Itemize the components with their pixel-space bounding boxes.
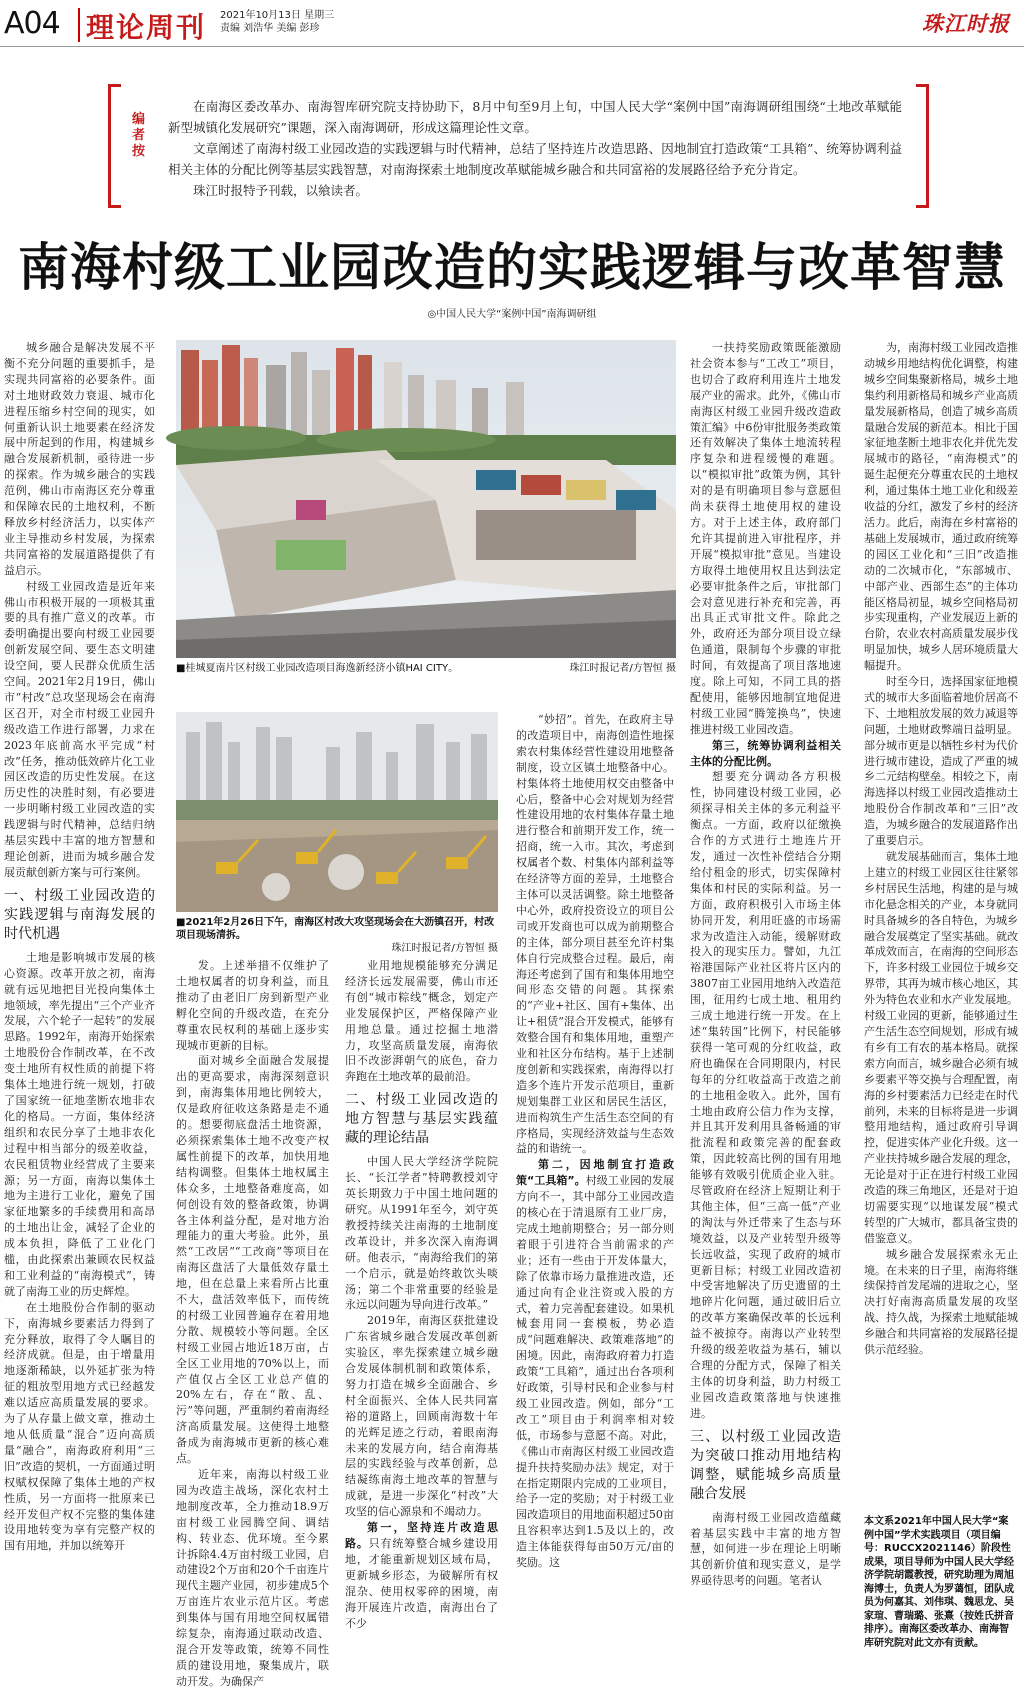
project-note: 本文系2021年中国人民大学“案例中国”学术实践项目（项目编号：RUCCX2021146）阶段性成果，项目导师为中国人民大学经济学院胡霞教授，研究助理为周旭海博士，负责人为罗蔼恒，团队成员为何嘉其、刘伟琪、魏思龙、吴家瑄、曹瑞璐、张熹（按姓氏拼音排序）。南海区委改革办、南海智库研究院对此文亦有贡献。: [864, 1516, 1014, 1649]
photo-caption-1: [176, 662, 676, 675]
masthead-separator: [78, 8, 80, 42]
editor-note-bracket-right: [916, 84, 929, 208]
article-column-1: [4, 340, 155, 1678]
masthead-rule: [0, 46, 1024, 47]
body-paragraph: 2019年，南海区获批建设广东省城乡融合发展改革创新实验区，率先探索建立城乡融合发展体制机制和政策体系，努力打造在城乡全面融合、乡村全面振兴、全体人民共同富裕的道路上，回顾南海数十年的光辉足迹之行动，着眼南海未来的发展方向，结合南海基层的实践经验与改革创新，总结凝练南海土地改革的智慧与成就，是进一步深化“村改”大攻坚的信心源泉和不竭动力。: [345, 1314, 498, 1519]
issue-date: 2021年10月13日 星期三: [220, 10, 335, 21]
photo-caption-2: [176, 916, 498, 955]
paper-logo: 珠江时报: [922, 11, 1010, 36]
photo-industrial-park: [176, 340, 676, 658]
body-paragraph: [690, 738, 841, 770]
editor-note-label: 编者按: [132, 112, 146, 159]
subheading-2: 第二，因地制宜打造政策“工具箱”。: [516, 1158, 674, 1188]
photo-caption-text: ■桂城夏南片区村级工业园改造项目海逸新经济小镇HAI CITY。: [176, 663, 459, 674]
photo-credit: 珠江时报记者/方智恒 摄: [391, 943, 498, 954]
article-headline: 南海村级工业园改造的实践逻辑与改革智慧: [17, 239, 1006, 298]
article-column-2: [176, 958, 329, 1688]
article-column-4: [516, 712, 674, 1678]
body-paragraph: 近年来，南海以村级工业园为改造主战场，深化农村土地制度改革，全力推动18.9万亩村级工业园腾空间、调结构、转业态、优环境。至今累计拆除4.4万亩村级工业园，启动建设2个万亩和20个千亩连片现代主题产业园，初步建成5个万亩连片农业示范片区。考虑到集体与国有用地空间权属错综复杂，南海通过联动改造、混合开发等政策，统筹不同性质的建设用地，聚集成片，联动开发。为确保产: [176, 1468, 329, 1688]
body-text: 村级工业园的发展方向不一，其中部分工业园改造的核心在于清退原有工业厂房，完成土地前期整合；另一部分则着眼于引进符合当前需求的产业；还有一些由于开发体量大，除了依靠市场力量推进改造，还通过向有企业注资或入股的方式，着力完善配套建设。如果机械套用同一套模板，势必造成“问题难解决、政策难落地”的困境。因此，南海政府着力打造政策“工具箱”，通过出台各项利好政策，引导村民和企业参与村级工业园改造。例如，部分“工改工”项目由于利润率相对较低，市场参与意愿不高。对此，《佛山市南海区村级工业园改造提升扶持奖励办法》规定，对于在指定期限内完成的工业项目，给予一定的奖励；对于村级工业园改造项目的用地面积超过50亩且容积率达到1.5及以上的，改造主体能获得每亩50万元/亩的奖励。这: [516, 1174, 674, 1570]
editor-note-paragraph: 在南海区委改革办、南海智库研究院支持协助下，8月中旬至9月上旬，中国人民大学“案例中国”南海调研组围绕“土地改革赋能新型城镇化发展研究”课题，深入南海调研，形成这篇理论性文章。: [168, 99, 902, 135]
body-paragraph: 想要充分调动各方积极性，协同建设村级工业园，必须探寻相关主体的多元利益平衡点。一方面，政府以征缴换合作的方式进行土地连片开发，通过一次性补偿结合分期给付租金的形式，切实保障村集体和村民的实际利益。另一方面，政府积极引入市场主体协同开发，利用旺盛的市场需求为改造注入动能，缓解财政投入的现实压力。譬如，九江裕港国际产业社区将片区内的3807亩工业园用地纳入改造范围，征用约七成土地、租用约三成土地进行统一开发。在上述“集转国”比例下，村民能够获得一笔可观的分红收益，政府也确保在合同期限内，村民每年的分红收益高于改造之前的土地租金收入。此外，国有土地由政府公信力作为支撑，并且其开发利用具备畅通的审批流程和政策完善的配套政策，因此较高比例的国有用地能够有效吸引优质企业入驻。尽管政府在经济上短期让利于其他主体，但“三高一低”产业的淘汰与外迁带来了生态与环境效益，以及产业转型升级等长远收益，实现了政府的城市更新目标；村级工业园改造初中受害地解决了历史遗留的土地碎片化问题，通过破旧后立的改革方案确保改革的长远利益不被掠夺。南海以产业转型升级的级差收益为基石，辅以合理的分配方式，保障了相关主体的切身利益，助力村级工业园改造政策落地与快速推进。: [690, 770, 841, 1420]
section-heading-3: 三、以村级工业园改造为突破口推动用地结构调整，赋能城乡高质量融合发展: [690, 1428, 841, 1502]
page-number: A04: [4, 6, 60, 41]
body-paragraph: 就发展基础而言，集体土地上建立的村级工业园区往往紧邻乡村居民生活地，构建的是与城市化悬念相关的产业，本身就同时具备城乡的各自特色，为城乡融合发展奠定了坚实基础。就改革成效而言，在南海的空间形态下，许多村级工业园位于城乡交界带，其再为城市核心地区，其外为特色农业和水产业发展地。村级工业园的更新，能够通过生产生活生态空间规划，形成有城有乡有工有农的基本格局。就探索方向而言，城乡融合必须有城乡要素平等交换与合理配置，南海的乡村要素活力已经走在时代前列，未来的目标将是进一步调整用地结构，通过政府引导调控，促进实体产业化升级。这一产业扶持城乡融合发展的理念，无论是对于正在进行村级工业园改造的珠三角地区，还是对于迫切需要实现“以地谋发展”模式转型的广大城市，都具备宝贵的借鉴意义。: [864, 850, 1018, 1245]
editor-note-paragraph: 文章阐述了南海村级工业园改造的实践逻辑与时代精神，总结了坚持连片改造思路、因地制宜打造政策“工具箱”、统筹协调利益相关主体的分配比例等基层实践智慧，对南海探索土地制度改革赋能城乡融合和共同富裕的发展路径给予充分肯定。: [168, 141, 902, 177]
subheading-1: 第一，坚持连片改造思路。: [345, 1521, 498, 1550]
body-paragraph: 发。上述举措不仅维护了土地权属者的切身利益，而且推动了由老旧厂房到新型产业孵化空间的升级改造，在充分尊重农民权利的基础上逐步实现城市更新的目标。: [176, 959, 329, 1052]
issue-meta: [220, 9, 334, 35]
body-paragraph: 在土地股份合作制的驱动下，南海城乡要素活力得到了充分释放，取得了令人瞩目的经济成就。但是，由于增量用地逐渐稀缺，以外延扩张为特征的粗放型用地方式已经越发难以适应高质量发展的要求。为了从存量上做文章，推动土地从低质量“混合”迈向高质量“融合”，南海政府利用“三旧”改造的契机，一方面通过明权赋权保障了集体土地的产权性质，另一方面将一批原来已经开发但产权不完整的集体建设用地转变为享有完整产权的国有用地，并加以统筹开: [4, 1300, 155, 1553]
body-paragraph: 南海村级工业园改造蕴藏着基层实践中丰富的地方智慧，如何进一步在理论上明晰其创新价值和现实意义，是学界亟待思考的问题。笔者认: [690, 1510, 841, 1588]
body-paragraph: 业用地规模能够充分满足经济长远发展需要，佛山市还有创“城市粽线”概念，划定产业发展保护区，严格保障产业用地总量。通过挖掘土地潜力，攻坚高质量发展，南海依旧不改澎湃朝气的底色，奋力奔跑在土地改革的最前沿。: [345, 959, 498, 1084]
article-column-5: [690, 340, 841, 1678]
photo-demolition-site: [176, 712, 498, 912]
body-paragraph: [516, 1157, 674, 1571]
body-text: 只有统筹整合城乡建设用地，才能重新规划区域布局，更新城乡形态，为破解所有权混杂、使用权零碎的困境，南海开展连片改造，南海出台了不少: [345, 1537, 499, 1630]
section-heading-1: 一、村级工业园改造的实践逻辑与南海发展的时代机遇: [4, 887, 155, 942]
body-paragraph: 为，南海村级工业园改造推动城乡用地结构优化调整，构建城乡空间集聚新格局，城乡土地集约利用新格局和城乡产业高质量发展新格局，创造了城乡高质量融合发展的新范本。相比于国家征地垄断土地非农化并优先发展城市的路径，“南海模式”的诞生起便充分尊重农民的土地权利，通过集体土地工业化和级差收益的分红，激发了乡村的经济活力。此后，南海在乡村富裕的基础上发展城市，通过政府统筹的园区工业化和“三旧”改造推动的二次城市化，“东部城市、中部产业、西部生态”的主体功能区格局初显，城乡空间格局初步实现重构，产业发展迈上新的台阶，农业农村高质量发展步伐明显加快，城乡人居环境质量大幅提升。: [864, 341, 1018, 673]
body-paragraph: 城乡融合是解决发展不平衡不充分问题的重要抓手，是实现共同富裕的必要条件。面对土地财政效力衰退、城市化进程压缩乡村空间的现实，如何重新认识土地要素在经济发展中所起到的作用，构建城乡融合发展新机制，亟待进一步的探索。作为城乡融合的实践范例，佛山市南海区充分尊重和保障农民的土地权利，不断释放乡村经济活力，以实体产业主导推动乡村发展，为探索共同富裕的发展道路提供了有益启示。: [4, 341, 155, 577]
article-column-3: [345, 958, 498, 1678]
section-heading-2: 二、村级工业园改造的地方智慧与基层实践蕴藏的理论结晶: [345, 1092, 498, 1147]
photo-caption-text: ■2021年2月26日下午，南海区村改大攻坚现场会在大沥镇召开，村改项目现场清拆。: [176, 917, 495, 941]
photo-credit: 珠江时报记者/方智恒 摄: [569, 663, 676, 674]
editor-note-bracket-left: [108, 84, 121, 208]
body-paragraph: 一扶持奖励政策既能激励社会资本参与“工改工”项目，也切合了政府利用连片土地发展产业的需求。此外，《佛山市南海区村级工业园升级改造政策汇编》中6份审批服务类政策还有效解决了集体土地流转程序复杂和进程缓慢的难题。以“模拟审批”政策为例，其针对的是有明确项目参与意愿但尚未获得土地使用权的建设方。对于上述主体，政府部门允许其提前进入审批程序，并开展“模拟审批”意见。当建设方取得土地使用权且达到法定必要审批条件之后，审批部门会对意见进行补充和完善，再出具正式审批文件。除此之外，政府还为部分项目设立绿色通道，限制每个步骤的审批时间，有效提高了项目落地速度。除上可知，不同工具的搭配使用，能够因地制宜地促进村级工业园“腾笼换鸟”，快速推进村级工业园改造。: [690, 341, 841, 736]
article-byline: ◎中国人民大学“案例中国”南海调研组: [427, 309, 597, 320]
article-column-6: [864, 340, 1018, 1510]
body-paragraph: [345, 1520, 498, 1631]
section-title: 理论周刊: [86, 11, 207, 44]
subheading-3: 第三，统筹协调利益相关主体的分配比例。: [690, 738, 841, 768]
body-paragraph: 城乡融合发展探索永无止境。在未来的日子里，南海将继续保持首发尾端的进取之心，坚决打好南海高质量发展的攻坚战、持久战，为探索土地赋能城乡融合和共同富裕的发展路径提供示范经验。: [864, 1247, 1018, 1357]
issue-editors: 责编 刘浩华 美编 彭珍: [220, 23, 320, 34]
editor-note-paragraph: 珠江时报特予刊载，以飨读者。: [193, 183, 369, 198]
body-paragraph: 中国人民大学经济学院院长、“长江学者”特聘教授刘守英长期致力于中国土地问题的研究。从1991年至今，刘守英教授持续关注南海的土地制度改革设计，并多次深入南海调研。他表示，“南海给我们的第一个启示，就是始终敢饮头啖汤；第二个非常重要的经验是永远以问题为导向进行改革。”: [345, 1155, 498, 1312]
body-paragraph: 面对城乡全面融合发展提出的更高要求，南海深刻意识到，南海集体用地比例较大，仅是政府征收这条路是走不通的。想要彻底盘活土地资源，必须探索集体土地不改变产权属性前提下的改革，加快用地结构调整。但集体土地权属主体众多，土地整备难度高，如何创设有效的整备政策，协调各主体利益分配，是对地方治理能力的重大考验。此外，虽然“工改居”“工改商”等项目在南海区盘活了大量低效存量土地，但在总量上来看所占比重不大，盘活效率低下，而传统的村级工业园普遍存在着用地分散、规模较小等问题。全区村级工业园占地近18万亩，占全区工业用地的70%以上，而产值仅占全区工业总产值的20%左右，存在“散、乱、污”等问题，严重制约着南海经济高质量发展。这使得土地整备成为南海城市更新的核心难点。: [176, 1054, 329, 1466]
body-paragraph: 土地是影响城市发展的核心资源。改革开放之初，南海就有远见地把目光投向集体土地领域，率先提出“三个产业齐发展，六个轮子一起转”的发展思路。1992年，南海开始探索土地股份合作制改革，在不改变土地所有权性质的前提下将集体土地进行统一规划，打破了国家统一征地垄断农地非农化的格局。一方面，集体经济组织和农民分享了土地非农化过程中相当部分的级差收益，农民租赁物业经营成了主要来源；另一方面，南海以集体土地为主进行工业化，避免了国家征地繁多的手续费用和高昂的土地出让金，减轻了企业的成本负担，降低了工业化门槛，由此探索出兼顾农民权益和工业利益的“南海模式”，铸就了南海工业的历史辉煌。: [4, 950, 155, 1298]
photo-demolition-site-image: [176, 712, 498, 912]
body-paragraph: “妙招”。首先，在政府主导的改造项目中，南海创造性地探索农村集体经营性建设用地整备制度，设立区镇土地整备中心。村集体将土地使用权交由整备中心后，整备中心会对规划为经营性建设用地的农村集体存量土地进行整合和前期开发工作，统一招商，统一入市。其次，考虑到权属者个数、村集体内部利益等在经济等方面的差异，土地整合主体可以灵活调整。除土地整备中心外，政府投资设立的项目公司或开发商也可以成为前期整合的主体，部分项目甚至允许村集体自行完成整合过程。最后，南海还考虑到了国有和集体用地空间形态交错的问题。其探索的“产业+社区、国有+集体、出让+租赁”混合开发模式，能够有效整合国有和集体用地，重塑产业和社区分布结构。基于上述制度创新和实践探索，南海得以打造多个连片开发示范项目，重新规划集群工业区和居民生活区，进而构筑生产生活生态空间的有序格局，实现经济效益与生态效益的和谐统一。: [516, 713, 674, 1156]
body-paragraph: 村级工业园改造是近年来佛山市积极开展的一项极其重要的具有推广意义的改革。市委明确提出要向村级工业园要创新发展空间、要生态文明建设空间，要人民群众优质生活空间。2021年2月19日，佛山市“村改”总攻坚现场会在南海区召开，对全市村级工业园升级改造工作进行部署，力求在2023年底前高水平完成“村改”任务，推动低效碎片化工业园区改造的历史性发展。在这历史性的决胜时刻，有必要进一步明晰村级工业园改造的实践逻辑与时代精神，总结归纳基层实践中丰富的地方智慧和理论创新，进而为城乡融合发展贡献创新方案与可行案例。: [4, 579, 155, 879]
photo-industrial-park-image: [176, 340, 676, 658]
editor-note: [168, 96, 902, 201]
body-paragraph: 时至今日，选择国家征地模式的城市大多面临着地价居高不下、土地粗放发展的效力减退等问题，土地财政弊端日益明显。部分城市更是以牺牲乡村为代价进行城市建设，造成了严重的城乡二元结构壁垒。相较之下，南海选择以村级工业园改造推动土地股份合作制改革和“三旧”改造，为城乡融合的发展道路作出了重要启示。: [864, 675, 1018, 848]
